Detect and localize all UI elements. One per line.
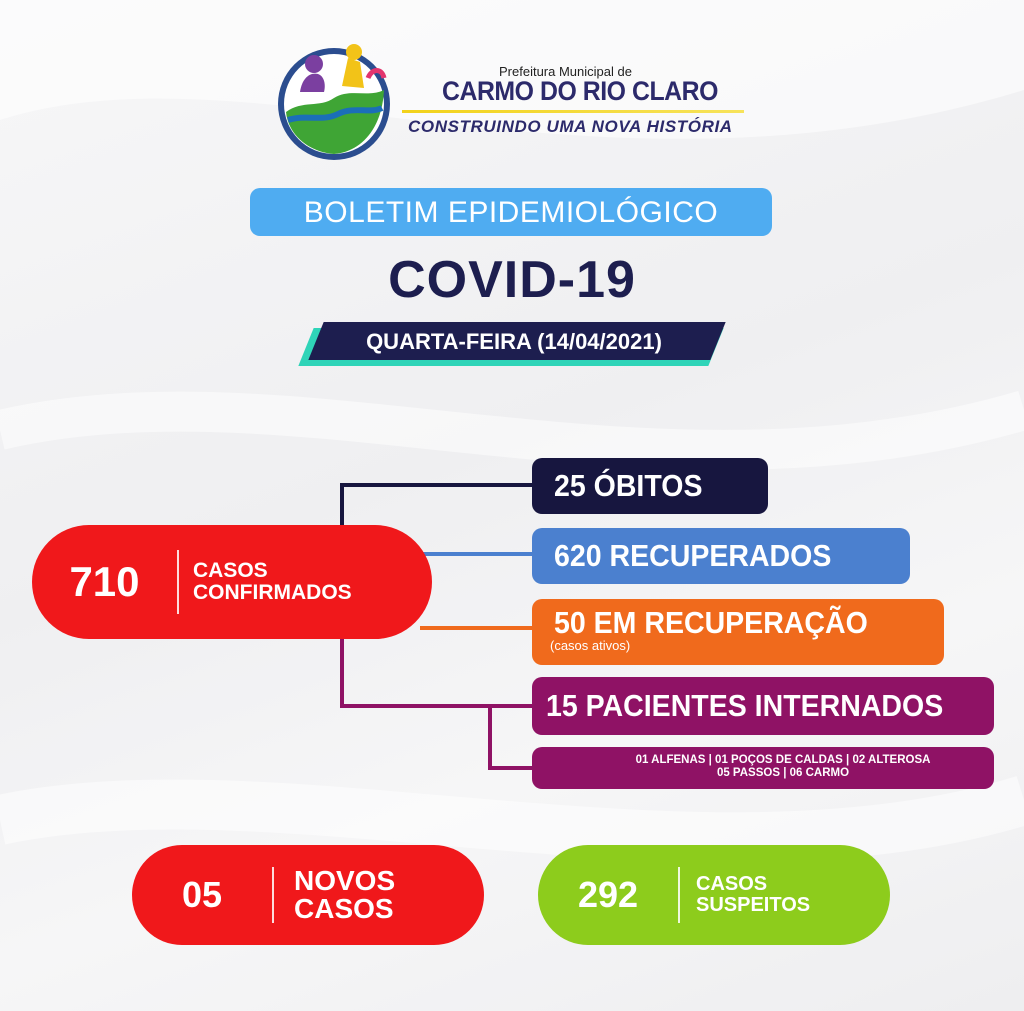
city-name: CARMO DO RIO CLARO (442, 76, 718, 106)
connector-deaths (342, 485, 532, 525)
suspected-label (696, 874, 810, 916)
confirmed-label (193, 560, 352, 604)
hospitalized-label: 15 PACIENTES INTERNADOS (546, 688, 944, 723)
recovering-label: 50 EM RECUPERAÇÃO (554, 605, 868, 640)
pill-divider (678, 867, 680, 923)
hospital-cities-line2: 05 PASSOS | 06 CARMO (716, 767, 850, 780)
prefeitura-label: Prefeitura Municipal de (499, 64, 632, 79)
confirmed-count: 710 (69, 558, 140, 605)
confirmed-label-line2: CONFIRMADOS (193, 581, 352, 604)
date-label: QUARTA-FEIRA (14/04/2021) (366, 329, 662, 354)
new-cases-pill (132, 845, 484, 945)
bulletin-title: BOLETIM EPIDEMIOLÓGICO (250, 188, 772, 236)
deaths-label: 25 ÓBITOS (554, 468, 703, 503)
recovered-label: 620 RECUPERADOS (554, 538, 832, 573)
new-cases-label (294, 867, 395, 923)
recovered-box (532, 528, 910, 584)
suspected-label-line2: SUSPEITOS (696, 894, 811, 916)
pill-divider (272, 867, 274, 923)
hospital-cities-line1: 01 ALFENAS | 01 POÇOS DE CALDAS | 02 ALTEROSA (635, 754, 931, 766)
recovering-box (532, 599, 944, 665)
new-cases-count: 05 (181, 874, 223, 915)
suspected-cases-pill (538, 845, 890, 945)
connector-hospitalized (342, 639, 532, 706)
page-title: COVID-19 (388, 251, 636, 309)
new-cases-label-line1: NOVOS (294, 865, 396, 896)
tagline: CONSTRUINDO UMA NOVA HISTÓRIA (408, 117, 733, 136)
confirmed-label-line1: CASOS (193, 558, 268, 582)
hospitalized-box (532, 677, 994, 735)
new-cases-label-line2: CASOS (294, 893, 394, 924)
confirmed-cases-pill (32, 525, 432, 639)
recovering-note: (casos ativos) (550, 638, 631, 653)
suspected-count: 292 (577, 874, 639, 915)
hospital-cities-box (532, 747, 994, 789)
deaths-box (532, 458, 768, 514)
pill-divider (177, 550, 179, 614)
connector-hospital-cities (490, 706, 532, 768)
suspected-label-line1: CASOS (696, 873, 768, 895)
